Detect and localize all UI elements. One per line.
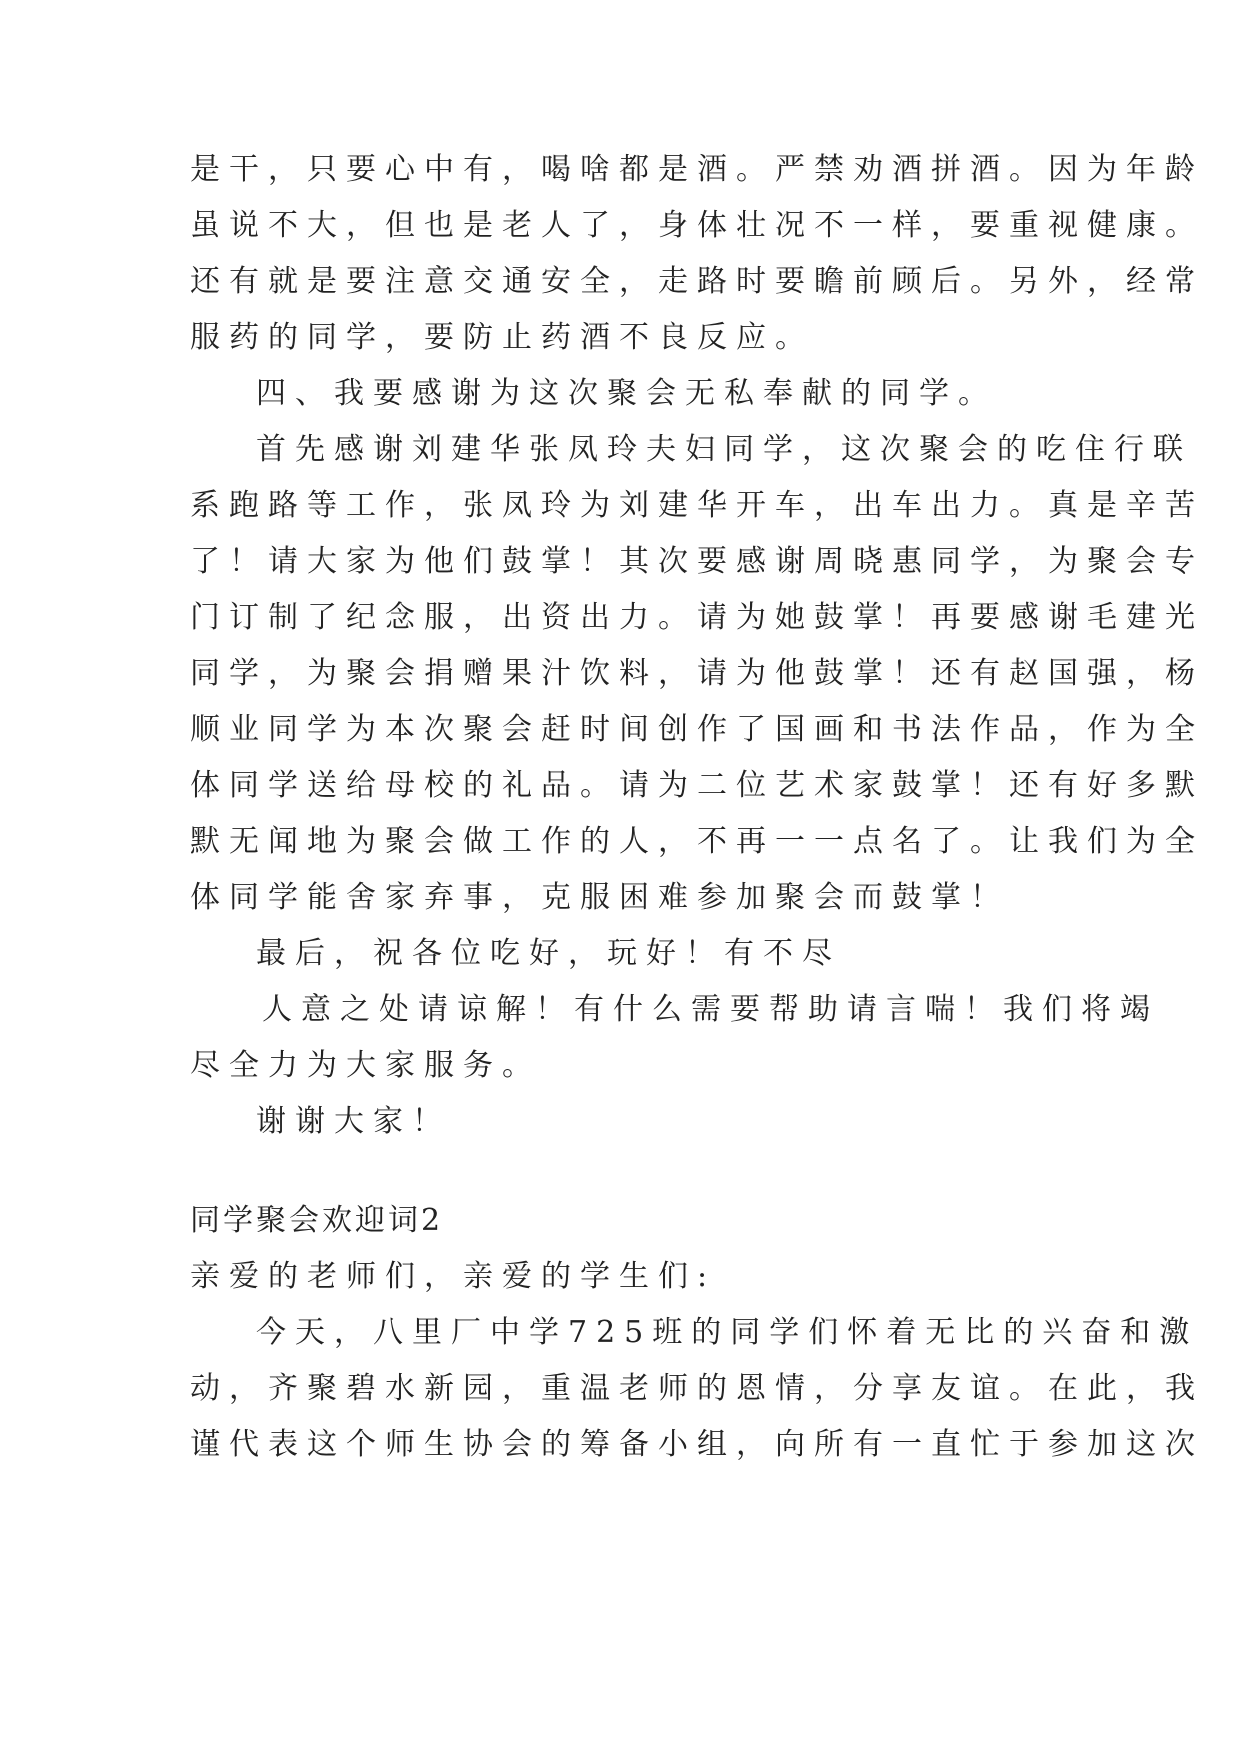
paragraph-line: 今天，八里厂中学725班的同学们怀着无比的兴奋和激 <box>256 1315 1199 1350</box>
paragraph-line: 体同学送给母校的礼品。请为二位艺术家鼓掌！还有好多默 <box>190 768 1204 803</box>
paragraph-line: 门订制了纪念服，出资出力。请为她鼓掌！再要感谢毛建光 <box>190 600 1204 635</box>
paragraph-line: 同学，为聚会捐赠果汁饮料，请为他鼓掌！还有赵国强，杨 <box>190 656 1204 691</box>
paragraph-line: 系跑路等工作，张凤玲为刘建华开车，出车出力。真是辛苦 <box>190 488 1204 523</box>
paragraph-line: 人意之处请谅解！有什么需要帮助请言喘！我们将竭 <box>262 992 1159 1027</box>
paragraph-line: 还有就是要注意交通安全，走路时要瞻前顾后。另外，经常 <box>190 264 1204 299</box>
paragraph-line: 了！请大家为他们鼓掌！其次要感谢周晓惠同学，为聚会专 <box>190 544 1204 579</box>
paragraph-line: 最后，祝各位吃好，玩好！有不尽 <box>256 936 841 971</box>
closing-line: 谢谢大家！ <box>256 1104 451 1139</box>
section-title: 同学聚会欢迎词2 <box>190 1203 444 1238</box>
paragraph-line: 服药的同学，要防止药酒不良反应。 <box>190 320 814 355</box>
paragraph-line: 顺业同学为本次聚会赶时间创作了国画和书法作品，作为全 <box>190 712 1204 747</box>
paragraph-line: 谨代表这个师生协会的筹备小组，向所有一直忙于参加这次 <box>190 1427 1204 1462</box>
paragraph-line: 尽全力为大家服务。 <box>190 1048 541 1083</box>
paragraph-line: 体同学能舍家弃事，克服困难参加聚会而鼓掌！ <box>190 880 1009 915</box>
paragraph-line: 默无闻地为聚会做工作的人，不再一一点名了。让我们为全 <box>190 824 1204 859</box>
paragraph-line: 动，齐聚碧水新园，重温老师的恩情，分享友谊。在此，我 <box>190 1371 1204 1406</box>
paragraph-line: 是干，只要心中有，喝啥都是酒。严禁劝酒拼酒。因为年龄 <box>190 152 1204 187</box>
salutation-line: 亲爱的老师们，亲爱的学生们: <box>190 1259 717 1294</box>
paragraph-line: 四、我要感谢为这次聚会无私奉献的同学。 <box>256 376 997 411</box>
paragraph-line: 虽说不大，但也是老人了，身体壮况不一样，要重视健康。 <box>190 208 1204 243</box>
paragraph-line: 首先感谢刘建华张凤玲夫妇同学，这次聚会的吃住行联 <box>256 432 1192 467</box>
